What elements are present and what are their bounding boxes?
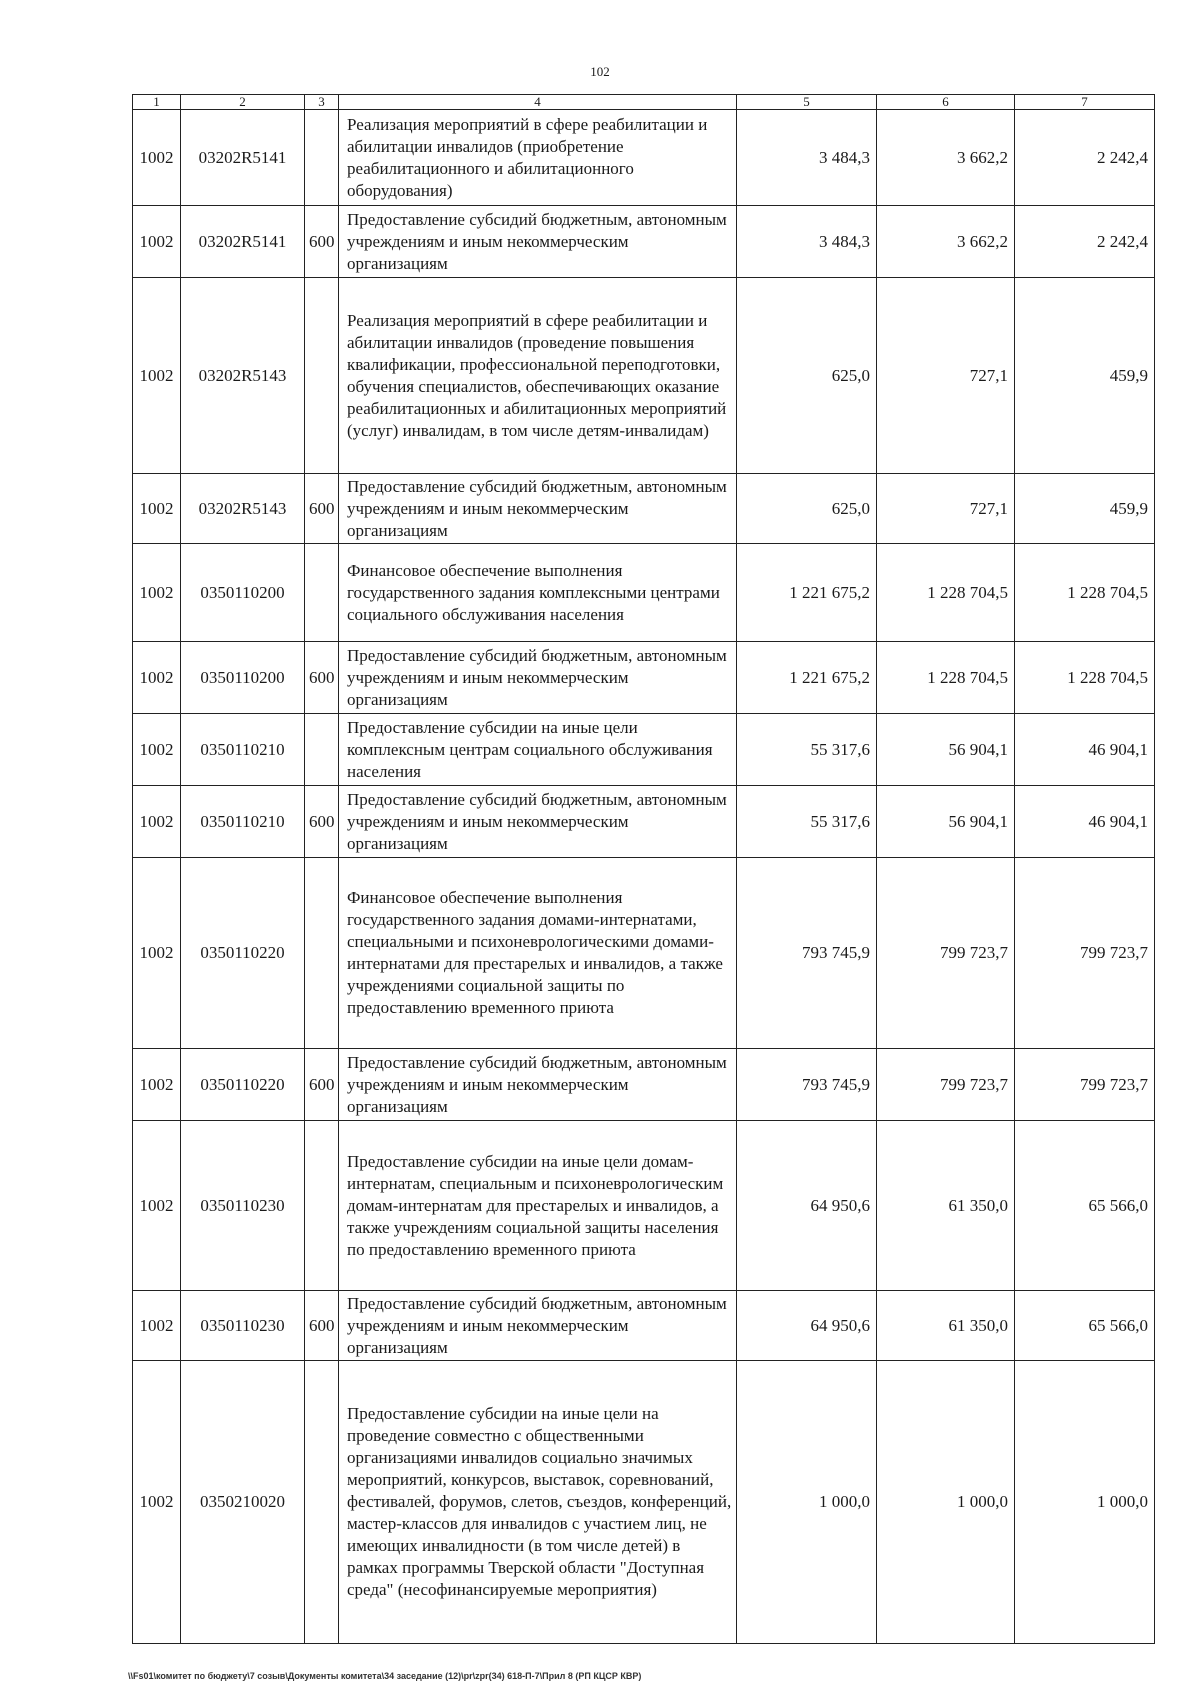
section-code: 1002 [133, 1121, 181, 1291]
target-article-code: 0350110210 [181, 714, 305, 786]
expense-type-code: 600 [305, 786, 339, 858]
file-path-footer: \\Fs01\комитет по бюджету\7 созыв\Документы комитета\34 заседание (12)\pr\zpr(34) 618-П-7\Прил 8 (РП КЦСР КВР) [128, 1671, 642, 1681]
amount-col6: 799 723,7 [877, 858, 1015, 1049]
item-description: Финансовое обеспечение выполнения государственного задания комплексными центрами социального обслуживания населения [339, 544, 737, 642]
amount-col7: 65 566,0 [1015, 1121, 1155, 1291]
table-row [133, 474, 1155, 544]
target-article-code: 0350110210 [181, 786, 305, 858]
expense-type-code [305, 1121, 339, 1291]
target-article-code: 03202R5143 [181, 278, 305, 474]
amount-col5: 793 745,9 [737, 858, 877, 1049]
amount-col7: 1 228 704,5 [1015, 544, 1155, 642]
expense-type-code [305, 110, 339, 206]
target-article-code: 0350110230 [181, 1291, 305, 1361]
expense-type-code: 600 [305, 1291, 339, 1361]
item-description: Предоставление субсидий бюджетным, автономным учреждениям и иным некоммерческим организациям [339, 786, 737, 858]
target-article-code: 03202R5141 [181, 206, 305, 278]
table-row [133, 278, 1155, 474]
section-code: 1002 [133, 1049, 181, 1121]
section-code: 1002 [133, 474, 181, 544]
item-description: Предоставление субсидии на иные цели комплексным центрам социального обслуживания населения [339, 714, 737, 786]
item-description: Предоставление субсидий бюджетным, автономным учреждениям и иным некоммерческим организациям [339, 1049, 737, 1121]
section-code: 1002 [133, 642, 181, 714]
amount-col5: 3 484,3 [737, 206, 877, 278]
amount-col5: 55 317,6 [737, 786, 877, 858]
section-code: 1002 [133, 786, 181, 858]
item-description: Предоставление субсидий бюджетным, автономным учреждениям и иным некоммерческим организациям [339, 642, 737, 714]
budget-table [132, 94, 1155, 1644]
target-article-code: 0350110230 [181, 1121, 305, 1291]
amount-col5: 1 000,0 [737, 1361, 877, 1644]
amount-col5: 55 317,6 [737, 714, 877, 786]
amount-col6: 1 228 704,5 [877, 544, 1015, 642]
amount-col5: 1 221 675,2 [737, 544, 877, 642]
target-article-code: 0350210020 [181, 1361, 305, 1644]
amount-col7: 1 000,0 [1015, 1361, 1155, 1644]
table-row [133, 544, 1155, 642]
item-description: Финансовое обеспечение выполнения государственного задания домами-интернатами, специальными и психоневрологическими домами-интернатами для престарелых и инвалидов, а также учреждениями социальной защиты по предоставлению временного приюта [339, 858, 737, 1049]
section-code: 1002 [133, 714, 181, 786]
section-code: 1002 [133, 110, 181, 206]
amount-col7: 2 242,4 [1015, 110, 1155, 206]
section-code: 1002 [133, 1291, 181, 1361]
item-description: Реализация мероприятий в сфере реабилитации и абилитации инвалидов (приобретение реабилитационного и абилитационного оборудования) [339, 110, 737, 206]
amount-col6: 56 904,1 [877, 714, 1015, 786]
table-row [133, 206, 1155, 278]
table-row [133, 642, 1155, 714]
amount-col7: 1 228 704,5 [1015, 642, 1155, 714]
column-number: 3 [305, 95, 339, 110]
section-code: 1002 [133, 1361, 181, 1644]
table-row [133, 1291, 1155, 1361]
amount-col5: 625,0 [737, 278, 877, 474]
table-row [133, 714, 1155, 786]
expense-type-code [305, 858, 339, 1049]
expense-type-code [305, 278, 339, 474]
expense-type-code: 600 [305, 474, 339, 544]
amount-col7: 65 566,0 [1015, 1291, 1155, 1361]
amount-col6: 3 662,2 [877, 110, 1015, 206]
item-description: Предоставление субсидий бюджетным, автономным учреждениям и иным некоммерческим организациям [339, 1291, 737, 1361]
amount-col5: 3 484,3 [737, 110, 877, 206]
item-description: Предоставление субсидии на иные цели на проведение совместно с общественными организациями инвалидов социально значимых мероприятий, конкурсов, выставок, соревнований, фестивалей, форумов, слетов, съездов, конференций, мастер-классов для инвалидов с участием лиц, не имеющих инвалидности (в том числе детей) в рамках программы Тверской области "Доступная среда" (несофинансируемые мероприятия) [339, 1361, 737, 1644]
amount-col6: 799 723,7 [877, 1049, 1015, 1121]
column-number: 6 [877, 95, 1015, 110]
amount-col7: 799 723,7 [1015, 1049, 1155, 1121]
expense-type-code: 600 [305, 1049, 339, 1121]
amount-col7: 459,9 [1015, 474, 1155, 544]
amount-col7: 799 723,7 [1015, 858, 1155, 1049]
item-description: Предоставление субсидий бюджетным, автономным учреждениям и иным некоммерческим организациям [339, 474, 737, 544]
table-row [133, 1049, 1155, 1121]
item-description: Предоставление субсидии на иные цели домам-интернатам, специальным и психоневрологическим домам-интернатам для престарелых и инвалидов, а также учреждениям социальной защиты населения по предоставлению временного приюта [339, 1121, 737, 1291]
column-number: 4 [339, 95, 737, 110]
item-description: Реализация мероприятий в сфере реабилитации и абилитации инвалидов (проведение повышения квалификации, профессиональной переподготовки, обучения специалистов, обеспечивающих оказание реабилитационных и абилитационных мероприятий (услуг) инвалидам, в том числе детям-инвалидам) [339, 278, 737, 474]
amount-col5: 64 950,6 [737, 1121, 877, 1291]
amount-col6: 61 350,0 [877, 1121, 1015, 1291]
amount-col6: 727,1 [877, 278, 1015, 474]
expense-type-code [305, 714, 339, 786]
target-article-code: 0350110200 [181, 544, 305, 642]
amount-col5: 625,0 [737, 474, 877, 544]
amount-col7: 46 904,1 [1015, 714, 1155, 786]
target-article-code: 0350110200 [181, 642, 305, 714]
section-code: 1002 [133, 544, 181, 642]
target-article-code: 0350110220 [181, 1049, 305, 1121]
amount-col6: 56 904,1 [877, 786, 1015, 858]
amount-col6: 1 000,0 [877, 1361, 1015, 1644]
target-article-code: 03202R5143 [181, 474, 305, 544]
amount-col5: 64 950,6 [737, 1291, 877, 1361]
column-number: 7 [1015, 95, 1155, 110]
column-number-row [133, 95, 1155, 110]
target-article-code: 0350110220 [181, 858, 305, 1049]
amount-col6: 1 228 704,5 [877, 642, 1015, 714]
amount-col6: 3 662,2 [877, 206, 1015, 278]
section-code: 1002 [133, 278, 181, 474]
amount-col7: 459,9 [1015, 278, 1155, 474]
table-row [133, 1121, 1155, 1291]
expense-type-code: 600 [305, 206, 339, 278]
column-number: 5 [737, 95, 877, 110]
table-row [133, 1361, 1155, 1644]
section-code: 1002 [133, 206, 181, 278]
amount-col6: 727,1 [877, 474, 1015, 544]
table-row [133, 110, 1155, 206]
item-description: Предоставление субсидий бюджетным, автономным учреждениям и иным некоммерческим организациям [339, 206, 737, 278]
amount-col7: 46 904,1 [1015, 786, 1155, 858]
amount-col5: 1 221 675,2 [737, 642, 877, 714]
expense-type-code [305, 1361, 339, 1644]
amount-col7: 2 242,4 [1015, 206, 1155, 278]
table-row [133, 858, 1155, 1049]
expense-type-code: 600 [305, 642, 339, 714]
table-row [133, 786, 1155, 858]
target-article-code: 03202R5141 [181, 110, 305, 206]
amount-col6: 61 350,0 [877, 1291, 1015, 1361]
amount-col5: 793 745,9 [737, 1049, 877, 1121]
page-number: 102 [590, 64, 610, 79]
section-code: 1002 [133, 858, 181, 1049]
column-number: 1 [133, 95, 181, 110]
column-number: 2 [181, 95, 305, 110]
expense-type-code [305, 544, 339, 642]
